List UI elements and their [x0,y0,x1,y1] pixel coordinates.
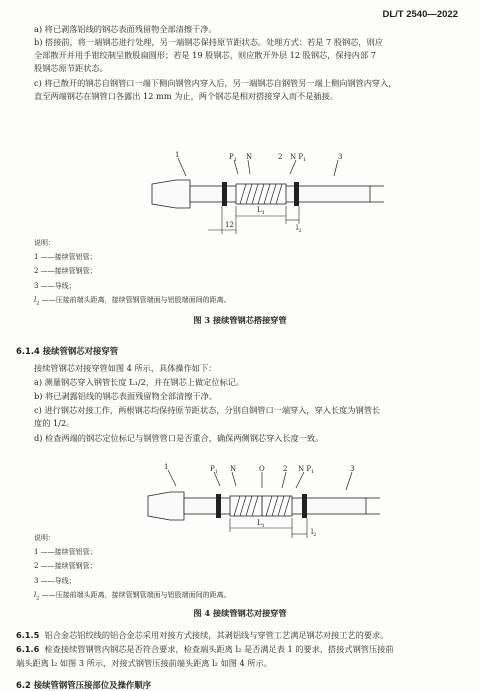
fig4-dim-l2: $l_2$ [311,528,317,538]
step-line: b) 搭接前，将一端钢芯进行处理，另一端钢芯保持原节距状态。处理方式：若是 7 股钢芯，则应 [34,37,383,47]
legend-item: 3 ——导线； [34,577,76,585]
fig3-label-n: N [246,153,253,161]
fig4-label-1: 1 [164,463,169,471]
figure-3-caption: 图 3 接续管钢芯搭接穿管 [193,315,287,325]
fig4-dim-l1: $L_1$ [257,519,265,529]
clause-6-1-5: 6.1.5 铝合金芯铝绞线的铝合金芯采用对接方式接续，其剥铝线与穿管工艺满足钢芯对接工艺的要求。 [16,630,389,640]
section-title-6-1-4: 6.1.4 接续管钢芯对接穿管 [16,346,119,356]
fig3-dim-12: 12 [225,221,234,229]
fig3-dim-l1: $L_1$ [257,206,265,216]
figure-4-diagram [0,462,480,542]
fig3-label-3: 3 [338,153,343,161]
legend-item: 1 ——接续管铝管； [34,253,97,261]
legend-item: 2 ——接续管钢管； [34,562,97,570]
legend-item: 2 ——接续管钢管； [34,267,97,275]
step-line: 度的 1/2。 [34,418,75,428]
step-line: a) 将已剥落铝线的钢芯表面残留物全部清擦干净。 [34,24,217,34]
clause-6-1-6-cont: 端头距离 l₂ 如图 3 所示，对接式钢管压接前端头距离 l₂ 如图 4 所示。 [16,658,272,668]
document-code-header: DL/T 2540—2022 [382,9,458,20]
figure-4-caption: 图 4 接续管钢芯对接穿管 [193,608,287,618]
fig4-label-np: N $P_1$ [298,465,315,475]
step-line: d) 检查两端的钢芯定位标记与钢管管口是否重合，确保两侧钢芯穿入长度一致。 [34,433,324,443]
clause-6-1-6: 6.1.6 检查接续管钢管内钢芯是否符合要求，检查端头距离 l₂ 是否满足表 1 的要求，搭接式钢管压接前 [16,644,394,654]
fig4-label-n: N [230,465,237,473]
fig4-label-p1: $P_1$ [210,465,218,475]
step-line: 全部散开并用手钳绞制呈散股扁圆形；若是 19 股钢芯，则应散开外层 12 股钢芯，保持内部 7 [34,50,376,60]
fig4-label-o: O [259,465,265,473]
fig3-dim-l2: $l_2$ [296,224,302,234]
legend-item: 3 ——导线； [34,282,76,290]
fig3-label-p1: $P_1$ [229,153,237,163]
fig4-label-2: 2 [283,465,288,473]
legend-item: 1 ——接续管铝管； [34,548,97,556]
section-title-6-2: 6.2 接续管钢管压接部位及操作顺序 [16,680,152,690]
legend-title: 说明： [34,534,55,542]
section-intro: 接续管钢芯对接穿管如图 4 所示，具体操作如下： [34,363,217,373]
step-line: a) 测量钢芯穿入钢管长度 L₁/2，并在钢芯上做定位标记。 [34,377,245,387]
legend-title: 说明： [34,239,55,247]
step-line: b) 将已剥露铝线的钢芯表面残留物全部清擦干净。 [34,391,217,401]
step-line: c) 进行钢芯对接工作，两根钢芯均保持原节距状态，分别自钢管口一端穿入，穿入长度为钢管长 [34,405,381,415]
step-line: 股钢芯原节距状态。 [34,63,108,73]
fig3-label-2: 2 [278,153,283,161]
fig3-label-1: 1 [175,151,180,159]
step-line: c) 将已散开的钢芯自钢管口一端下侧向钢管内穿入后，另一端钢芯自钢管另一端上侧向钢管内穿入， [34,78,397,88]
legend-item-l2: $l_2$ ——压接前端头距离，接续管钢管端面与铝股端面间的距离。 [34,591,231,602]
fig4-label-3: 3 [350,465,355,473]
fig3-label-np: N $P_1$ [290,153,307,163]
step-line: 直至两端钢芯在钢管口各露出 12 mm 为止，两个钢芯是相对搭接穿入而不是插接。 [34,91,338,101]
legend-item-l2: $l_2$ ——压接前端头距离，接续管钢管端面与铝股端面间的距离。 [34,296,231,307]
